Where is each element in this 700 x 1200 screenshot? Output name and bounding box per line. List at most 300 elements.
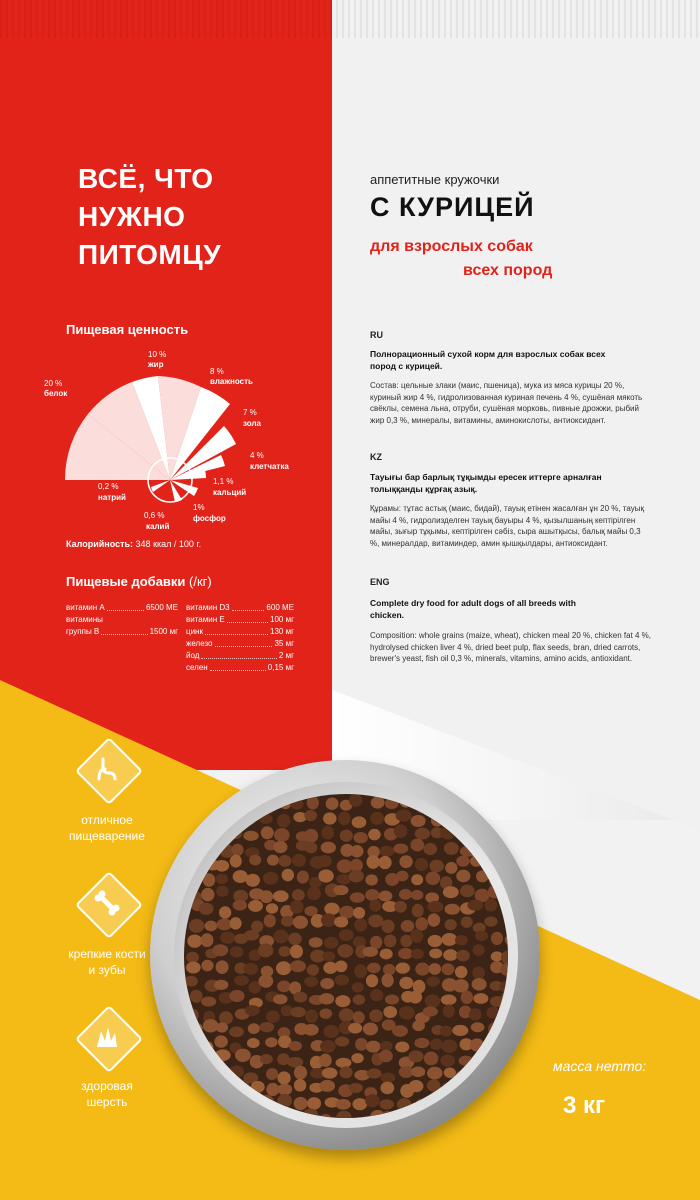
kibble-piece <box>266 1083 279 1096</box>
kibble-piece <box>483 801 499 812</box>
label-ash-pct: 7 % <box>243 408 257 417</box>
kibble-piece <box>415 828 430 840</box>
stomach-icon <box>76 738 138 800</box>
kibble-piece <box>340 829 353 841</box>
net-weight-value: 3 кг <box>563 1092 606 1119</box>
kibble-piece <box>187 934 202 947</box>
kibble-piece <box>303 1108 318 1118</box>
kibble-piece <box>472 1070 487 1082</box>
kibble-piece <box>354 918 367 931</box>
kibble-piece <box>231 1097 244 1108</box>
kibble-piece <box>379 1099 394 1109</box>
kibble-piece <box>411 890 424 900</box>
kibble-piece <box>231 810 244 823</box>
kibble-piece <box>365 1094 380 1107</box>
kibble-piece <box>491 932 503 945</box>
kibble-piece <box>322 951 335 961</box>
benefit-line: и зубы <box>88 963 126 977</box>
label-sodium: натрий <box>98 493 126 502</box>
kibble-piece <box>274 828 290 842</box>
kibble-piece <box>505 919 508 930</box>
kibble-piece <box>214 1035 228 1047</box>
kibble-piece <box>409 1080 424 1092</box>
kibble-piece <box>456 856 469 867</box>
kibble-piece <box>309 937 323 947</box>
kibble-piece <box>231 799 244 811</box>
kibble-piece <box>365 874 377 885</box>
kibble-piece <box>380 949 393 960</box>
kibble-piece <box>349 870 364 883</box>
kibble-piece <box>367 963 381 973</box>
kibble-piece <box>294 1097 308 1110</box>
coat-icon <box>76 1006 138 1068</box>
kibble-piece <box>216 886 229 897</box>
package-seal <box>0 0 700 38</box>
nutrition-wedges <box>65 376 236 502</box>
kibble-piece <box>354 964 367 978</box>
kibble-piece <box>186 952 199 963</box>
kibble-piece <box>411 949 424 959</box>
kibble-piece <box>230 946 244 957</box>
additive-name: витамины <box>66 615 103 624</box>
kibble-piece <box>379 846 394 857</box>
kibble-piece <box>273 994 287 1004</box>
kibble-piece <box>277 980 291 992</box>
ru-composition: Состав: цельные злаки (маис, пшеница), мука из мяса курицы 20 %, куриный жир 4 %, гидролизованная куриная печень 4 %, сушёная мякоть свёклы, семена льна, отруби, сушёная морковь, пивные дрожжи, рыбий жир 0,3 %, минералы, витамины, аминокислоты, антиоксидант. <box>370 381 643 425</box>
kibble-piece <box>428 913 441 926</box>
kibble-piece <box>456 870 470 883</box>
additives-right-column <box>186 602 294 674</box>
calories-label: Калорийность: <box>66 539 134 549</box>
kibble-piece <box>366 974 378 987</box>
kibble-piece <box>397 1111 410 1118</box>
kibble-piece <box>198 813 213 826</box>
kibble-piece <box>185 1116 198 1118</box>
kibble-piece <box>200 1100 214 1111</box>
additive-name: железо <box>186 639 213 648</box>
kibble-piece <box>217 1087 231 1099</box>
label-potassium-pct: 0,6 % <box>144 511 165 520</box>
kibble <box>184 794 508 1118</box>
kibble-piece <box>399 889 412 900</box>
kibble-piece <box>339 929 354 941</box>
kibble-piece <box>380 1041 393 1051</box>
kibble-piece <box>396 809 412 821</box>
label-moisture-pct: 8 % <box>210 367 224 376</box>
kibble-piece <box>504 1112 508 1118</box>
kibble-piece <box>414 1038 429 1048</box>
kibble-piece <box>338 812 350 826</box>
kibble-piece <box>186 817 199 827</box>
additive-name: группы В <box>66 627 100 636</box>
kibble-piece <box>202 1082 217 1092</box>
kibble-piece <box>335 975 350 986</box>
kibble-piece <box>220 932 235 944</box>
kibble-piece <box>215 860 230 872</box>
kibble-piece <box>229 827 242 839</box>
kibble-piece <box>214 980 228 990</box>
kibble-piece <box>395 1042 409 1053</box>
kibble-piece <box>455 814 468 824</box>
kibble-piece <box>350 845 363 857</box>
kibble-piece <box>230 855 242 868</box>
kibble-piece <box>383 1006 397 1018</box>
kibble-piece <box>366 1041 381 1053</box>
kibble-piece <box>472 944 484 956</box>
kibble-piece <box>319 993 334 1004</box>
kibble-piece <box>334 916 348 927</box>
kibble-piece <box>185 976 198 987</box>
slogan <box>78 160 308 274</box>
kibble-piece <box>455 935 468 945</box>
kibble-piece <box>203 873 216 887</box>
kibble-piece <box>384 935 397 948</box>
kibble-piece <box>350 892 365 902</box>
kibble-piece <box>472 1099 487 1112</box>
label-calcium-pct: 1,1 % <box>213 477 234 486</box>
kibble-piece <box>503 827 508 839</box>
kibble-piece <box>353 832 367 843</box>
kibble-piece <box>236 1080 250 1093</box>
kibble-piece <box>245 1005 260 1016</box>
kibble-piece <box>336 1058 352 1068</box>
calories <box>66 539 201 549</box>
benefit-coat <box>52 1078 162 1110</box>
kibble-piece <box>470 856 483 867</box>
kibble-piece <box>190 990 203 1003</box>
kibble-piece <box>459 1056 473 1066</box>
additive-row <box>186 638 294 650</box>
kibble-piece <box>297 871 309 884</box>
kibble-piece <box>349 794 363 807</box>
kibble-piece <box>427 1067 443 1080</box>
kibble-piece <box>201 1041 214 1055</box>
kibble-piece <box>408 1050 423 1062</box>
kibble-piece <box>488 1022 501 1035</box>
kibble-piece <box>429 948 442 958</box>
kibble-piece <box>396 871 408 882</box>
additive-name: йод <box>186 651 200 660</box>
label-phosphorus-pct: 1% <box>193 503 205 512</box>
kibble-piece <box>244 810 258 820</box>
kibble-piece <box>399 855 412 868</box>
kibble-piece <box>411 874 423 885</box>
kibble-piece <box>292 854 306 867</box>
product-target-line-2: всех пород <box>463 262 553 279</box>
kibble-piece <box>353 995 365 1005</box>
kibble-piece <box>200 828 214 839</box>
kibble-piece <box>470 826 484 838</box>
kibble-piece <box>335 995 350 1007</box>
kibble-piece <box>307 964 319 975</box>
kibble-piece <box>277 1084 292 1096</box>
kibble-piece <box>454 1114 469 1118</box>
benefit-digestion <box>52 812 162 844</box>
kibble-piece <box>485 855 500 866</box>
kibble-piece <box>385 995 399 1005</box>
kibble-piece <box>279 795 292 809</box>
kibble-piece <box>188 1071 201 1082</box>
kibble-piece <box>258 944 274 958</box>
kibble-piece <box>440 826 456 839</box>
kibble-piece <box>266 1010 280 1023</box>
kibble-piece <box>461 917 473 928</box>
label-fiber: клетчатка <box>250 462 289 471</box>
additive-row <box>66 626 178 638</box>
kibble-piece <box>201 933 214 947</box>
kibble-piece <box>445 862 457 874</box>
benefit-line: пищеварение <box>69 829 145 843</box>
kibble-piece <box>457 825 471 836</box>
kibble-piece <box>499 1087 508 1099</box>
kibble-piece <box>248 900 263 912</box>
kibble-piece <box>500 1067 508 1080</box>
additive-value: 1500 мг <box>149 627 178 636</box>
kibble-piece <box>337 944 353 957</box>
kibble-piece <box>370 812 384 825</box>
kibble-piece <box>370 989 383 1001</box>
kibble-piece <box>244 930 260 941</box>
kibble-piece <box>318 869 333 882</box>
kibble-piece <box>322 826 335 840</box>
kibble-piece <box>217 809 230 821</box>
additive-name: цинк <box>186 627 203 636</box>
kibble-piece <box>277 1071 290 1084</box>
additive-value: 100 мг <box>270 615 294 624</box>
kibble-piece <box>307 1097 321 1110</box>
kibble-piece <box>472 1110 487 1118</box>
additives-unit: (/кг) <box>189 574 212 589</box>
kibble-piece <box>499 799 508 812</box>
kibble-piece <box>368 829 380 841</box>
kibble-piece <box>235 1049 251 1062</box>
kibble-piece <box>212 944 228 956</box>
kibble-piece <box>335 1036 349 1046</box>
kibble-piece <box>324 937 338 949</box>
kibble-piece <box>321 913 336 927</box>
kibble-piece <box>307 886 321 900</box>
kibble-piece <box>413 1114 428 1118</box>
kibble-piece <box>469 1008 481 1020</box>
kibble-piece <box>441 1040 457 1054</box>
kibble-piece <box>260 890 273 903</box>
kibble-piece <box>502 816 508 827</box>
kibble-piece <box>323 812 337 824</box>
benefit-line: шерсть <box>86 1095 128 1109</box>
kibble-piece <box>427 1079 441 1091</box>
kibble-piece <box>485 814 498 828</box>
kibble-piece <box>488 830 502 840</box>
benefit-line: крепкие кости <box>68 947 146 961</box>
kibble-piece <box>408 991 422 1004</box>
label-fiber-pct: 4 % <box>250 451 264 460</box>
kibble-piece <box>457 1085 471 1097</box>
kibble-piece <box>266 1068 278 1080</box>
kibble-piece <box>188 799 200 810</box>
kibble-piece <box>429 860 444 872</box>
product-subtitle: аппетитные кружочки <box>370 172 500 187</box>
kibble-piece <box>399 977 413 989</box>
eng-title: Complete dry food for adult dogs of all breeds with chicken. <box>370 598 576 620</box>
label-phosphorus: фосфор <box>193 514 226 523</box>
ru-title: Полнорационный сухой корм для взрослых собак всех пород с курицей. <box>370 349 606 371</box>
kz-title: Тауығы бар барлық тұқымды ересек иттерге арналған толыққанды құрғақ азық. <box>370 472 602 494</box>
kibble-piece <box>472 978 487 991</box>
kibble-piece <box>260 1054 273 1064</box>
kibble-piece <box>445 919 457 930</box>
kibble-piece <box>264 914 276 927</box>
kibble-piece <box>307 796 319 810</box>
nutrition-chart <box>40 340 340 540</box>
kibble-piece <box>216 1022 229 1032</box>
kibble-piece <box>243 831 258 841</box>
kibble-piece <box>262 802 275 814</box>
kibble-piece <box>501 886 508 898</box>
kibble-piece <box>441 1082 453 1096</box>
kibble-piece <box>505 934 508 945</box>
additive-row <box>66 614 178 626</box>
kibble-piece <box>440 1055 455 1067</box>
additive-name: витамин А <box>66 603 105 612</box>
kibble-piece <box>423 843 437 855</box>
kibble-piece <box>304 829 318 843</box>
kibble-piece <box>369 899 381 911</box>
kibble-piece <box>303 1024 318 1036</box>
kibble-piece <box>290 960 306 972</box>
label-moisture: влажность <box>210 377 253 386</box>
kibble-piece <box>247 1038 260 1048</box>
kibble-piece <box>304 810 317 821</box>
additives-left-column <box>66 602 178 638</box>
kibble-piece <box>399 795 412 808</box>
kibble-piece <box>455 966 467 978</box>
kibble-piece <box>319 1009 332 1019</box>
kibble-piece <box>326 798 339 810</box>
kibble-piece <box>277 814 290 828</box>
eng-composition: Composition: whole grains (maize, wheat), chicken meal 20 %, chicken fat 4 %, hydrolysed chicken liver 4 %, dried beet pulp, flax seeds, bran, dried carrots, brewer's yeast, fish oil 0,3 %, minerals, vitamins, amino acids, antioxidant. <box>370 631 652 663</box>
kibble-piece <box>484 899 497 912</box>
additive-value: 0,15 мг <box>267 663 294 672</box>
kibble-piece <box>399 1006 415 1020</box>
kibble-piece <box>305 842 317 853</box>
kibble-piece <box>292 889 305 901</box>
kibble-piece <box>273 930 288 944</box>
kibble-piece <box>282 869 294 882</box>
kibble-piece <box>461 991 473 1005</box>
kibble-piece <box>441 1100 455 1110</box>
additive-value: 2 мг <box>278 651 294 660</box>
kibble-piece <box>186 961 201 973</box>
kibble-piece <box>290 799 303 810</box>
slogan-line-2: НУЖНО <box>78 201 186 232</box>
lang-kz: KZ <box>370 452 382 462</box>
kibble-piece <box>294 1079 306 1092</box>
wedge-sodium <box>151 480 170 492</box>
kibble-piece <box>471 1022 485 1032</box>
kibble-piece <box>460 885 475 898</box>
kibble-piece <box>470 1086 484 1098</box>
kibble-piece <box>233 870 248 883</box>
kibble-piece <box>333 885 348 895</box>
lang-ru: RU <box>370 330 383 340</box>
kibble-piece <box>411 815 426 827</box>
kibble-piece <box>424 1052 439 1066</box>
kibble-piece <box>427 901 443 912</box>
kibble-piece <box>352 816 367 828</box>
kibble-piece <box>230 1112 243 1118</box>
kibble-piece <box>319 1054 332 1067</box>
kibble-piece <box>205 921 218 932</box>
kibble-piece <box>415 917 428 931</box>
kibble-piece <box>472 967 485 980</box>
product-name: С КУРИЦЕЙ <box>370 192 535 222</box>
kibble-piece <box>233 900 247 911</box>
kibble-piece <box>410 929 423 943</box>
kibble-piece <box>352 1098 367 1110</box>
additives-title-text: Пищевые добавки <box>66 574 186 589</box>
kibble-piece <box>425 994 440 1008</box>
kibble-piece <box>321 842 336 854</box>
kibble-piece <box>486 1007 499 1019</box>
kibble-piece <box>401 920 415 932</box>
benefit-line: отличное <box>81 813 133 827</box>
kibble-piece <box>201 888 214 901</box>
kibble-piece <box>453 979 469 992</box>
kibble-piece <box>219 906 231 919</box>
kibble-piece <box>473 993 488 1004</box>
kibble-piece <box>199 903 214 915</box>
kibble-piece <box>453 797 467 809</box>
kibble-piece <box>367 1068 382 1078</box>
kibble-piece <box>188 1050 202 1062</box>
benefit-line: здоровая <box>81 1079 133 1093</box>
additive-row <box>186 626 294 638</box>
label-fat-pct: 10 % <box>148 350 167 359</box>
kibble-piece <box>259 1022 274 1032</box>
kibble-piece <box>412 904 424 918</box>
kibble-piece <box>189 919 205 933</box>
label-fat: жир <box>148 360 164 369</box>
additives-title <box>66 574 212 589</box>
kibble-piece <box>249 1115 264 1118</box>
kibble-piece <box>339 1066 352 1078</box>
label-calcium: кальций <box>213 488 247 497</box>
kibble-piece <box>320 1040 336 1053</box>
label-sodium-pct: 0,2 % <box>98 482 119 491</box>
kibble-piece <box>186 1086 199 1098</box>
kibble-piece <box>323 1025 338 1038</box>
kibble-piece <box>278 946 290 957</box>
kibble-piece <box>350 1117 365 1118</box>
kibble-piece <box>368 914 383 927</box>
kibble-piece <box>506 1023 508 1033</box>
kibble-piece <box>393 843 408 853</box>
additive-value: 35 мг <box>274 639 294 648</box>
kibble-piece <box>410 839 424 852</box>
kibble-piece <box>258 1095 274 1109</box>
kibble-piece <box>290 900 304 914</box>
kibble-piece <box>440 1026 453 1037</box>
additive-row <box>66 602 178 614</box>
kibble-piece <box>411 1067 425 1078</box>
kibble-piece <box>184 873 198 887</box>
kibble-piece <box>246 874 260 887</box>
kibble-piece <box>258 974 273 987</box>
kibble-piece <box>458 1098 473 1112</box>
kibble-piece <box>455 1070 470 1083</box>
kibble-piece <box>201 997 216 1007</box>
kibble-piece <box>259 814 273 824</box>
